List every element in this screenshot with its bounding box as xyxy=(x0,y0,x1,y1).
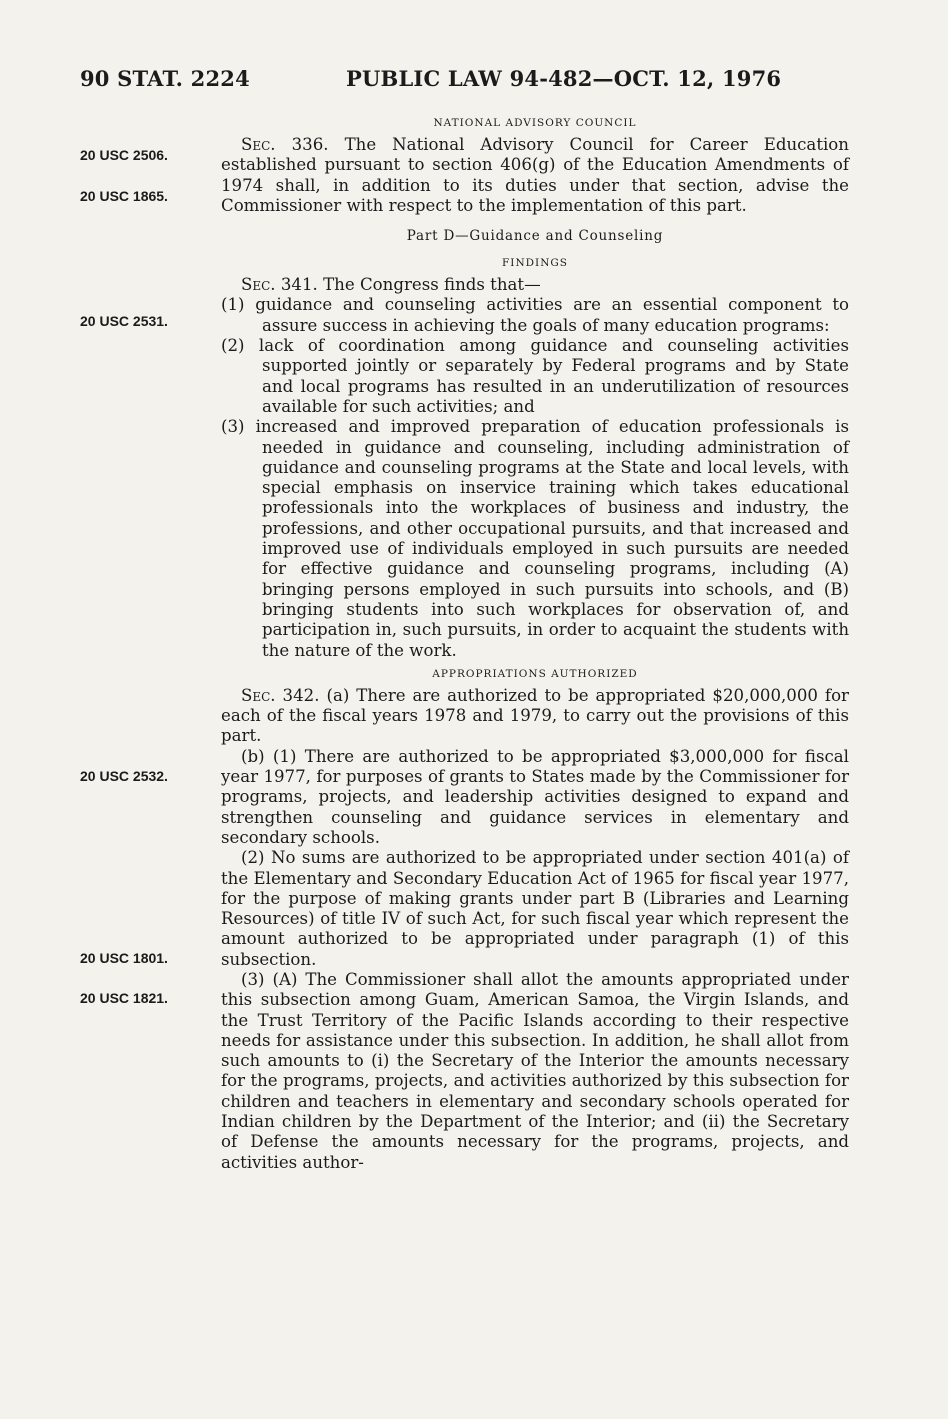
section-341-intro: The Congress finds that— xyxy=(323,275,541,295)
section-336-label: Sec. 336. xyxy=(241,135,329,154)
section-341-label: Sec. 341. xyxy=(241,275,318,295)
stat-reference: 90 STAT. 2224 xyxy=(80,66,250,91)
margin-note-usc-1821: 20 USC 1821. xyxy=(80,990,168,1006)
appropriations-heading: APPROPRIATIONS AUTHORIZED xyxy=(432,667,638,680)
margin-note-usc-2506: 20 USC 2506. xyxy=(80,147,168,163)
margin-note-usc-2531: 20 USC 2531. xyxy=(80,313,168,329)
part-d-heading: Part D—Guidance and Counseling xyxy=(406,228,664,245)
section-336-text: The National Advisory Council for Career Education established pursuant to section 406(g) of the Education Amendments of 1974 shall, in addition to its duties under that section, advise the Commissioner with respect to the implementation of this part. xyxy=(221,135,849,215)
margin-note-usc-1865: 20 USC 1865. xyxy=(80,188,168,204)
section-342-b3: (3) (A) The Commissioner shall allot the amounts appropriated under this subsection among Guam, American Samoa, the Virgin Islands, and the Trust Territory of the Pacific Islands according to their respective needs for assistance under this subsection. In addition, he shall allot from such amounts to (i) the Secretary of the Interior the amounts necessary for the programs, projects, and activities authorized by this subsection for children and teachers in elementary and secondary schools operated for Indian children by the Department of the Interior; and (ii) the Secretary of Defense the amounts necessary for the programs, projects, and activities author- xyxy=(221,969,849,1172)
section-336 xyxy=(221,135,849,216)
document-body xyxy=(221,112,849,1173)
margin-note-usc-1801: 20 USC 1801. xyxy=(80,950,168,966)
section-342-b1: (b) (1) There are authorized to be appropriated $3,000,000 for fiscal year 1977, for purposes of grants to States made by the Commissioner for programs, projects, and leadership activities designed to expand and strengthen counseling and guidance services in elementary and secondary schools. xyxy=(221,746,849,847)
page-title: PUBLIC LAW 94-482—OCT. 12, 1976 xyxy=(346,66,782,91)
section-341 xyxy=(221,275,849,295)
finding-3: (3) increased and improved preparation of education professionals is needed in guidance and counseling, including administration of guidance and counseling programs at the State and local levels, with special emphasis on inservice training which takes educational professionals into the workplaces of business and industry, the professions, and other occupational pursuits, and that increased and improved use of individuals employed in such pursuits are needed for effective guidance and counseling programs, including (A) bringing persons employed in such pursuits into schools, and (B) bringing students into such workplaces for observation of, and participation in, such pursuits, in order to acquaint the students with the nature of the work. xyxy=(221,417,849,660)
findings-heading: FINDINGS xyxy=(502,257,568,270)
finding-2: (2) lack of coordination among guidance and counseling activities supported jointly or separately by Federal programs and by State and local programs has resulted in an underutilization of resources available for such activities; and xyxy=(221,336,849,416)
section-342-label: Sec. 342. xyxy=(241,685,320,705)
margin-note-usc-2532: 20 USC 2532. xyxy=(80,768,168,784)
section-342-b2: (2) No sums are authorized to be appropriated under section 401(a) of the Elementary and Secondary Education Act of 1965 for fiscal year 1977, for the purpose of making grants under part B (Libraries and Learning Resources) of title IV of such Act, for such fiscal year which represent the amount authorized to be appropriated under paragraph (1) of this subsection. xyxy=(221,848,849,969)
national-council-heading: NATIONAL ADVISORY COUNCIL xyxy=(433,117,637,129)
finding-1: (1) guidance and counseling activities are an essential component to assure success in achieving the goals of many education programs: xyxy=(221,295,849,335)
section-342-a-text: (a) There are authorized to be appropriated $20,000,000 for each of the fiscal years 1978 and 1979, to carry out the provisions of this part. xyxy=(221,685,849,746)
section-342-a xyxy=(221,686,849,747)
